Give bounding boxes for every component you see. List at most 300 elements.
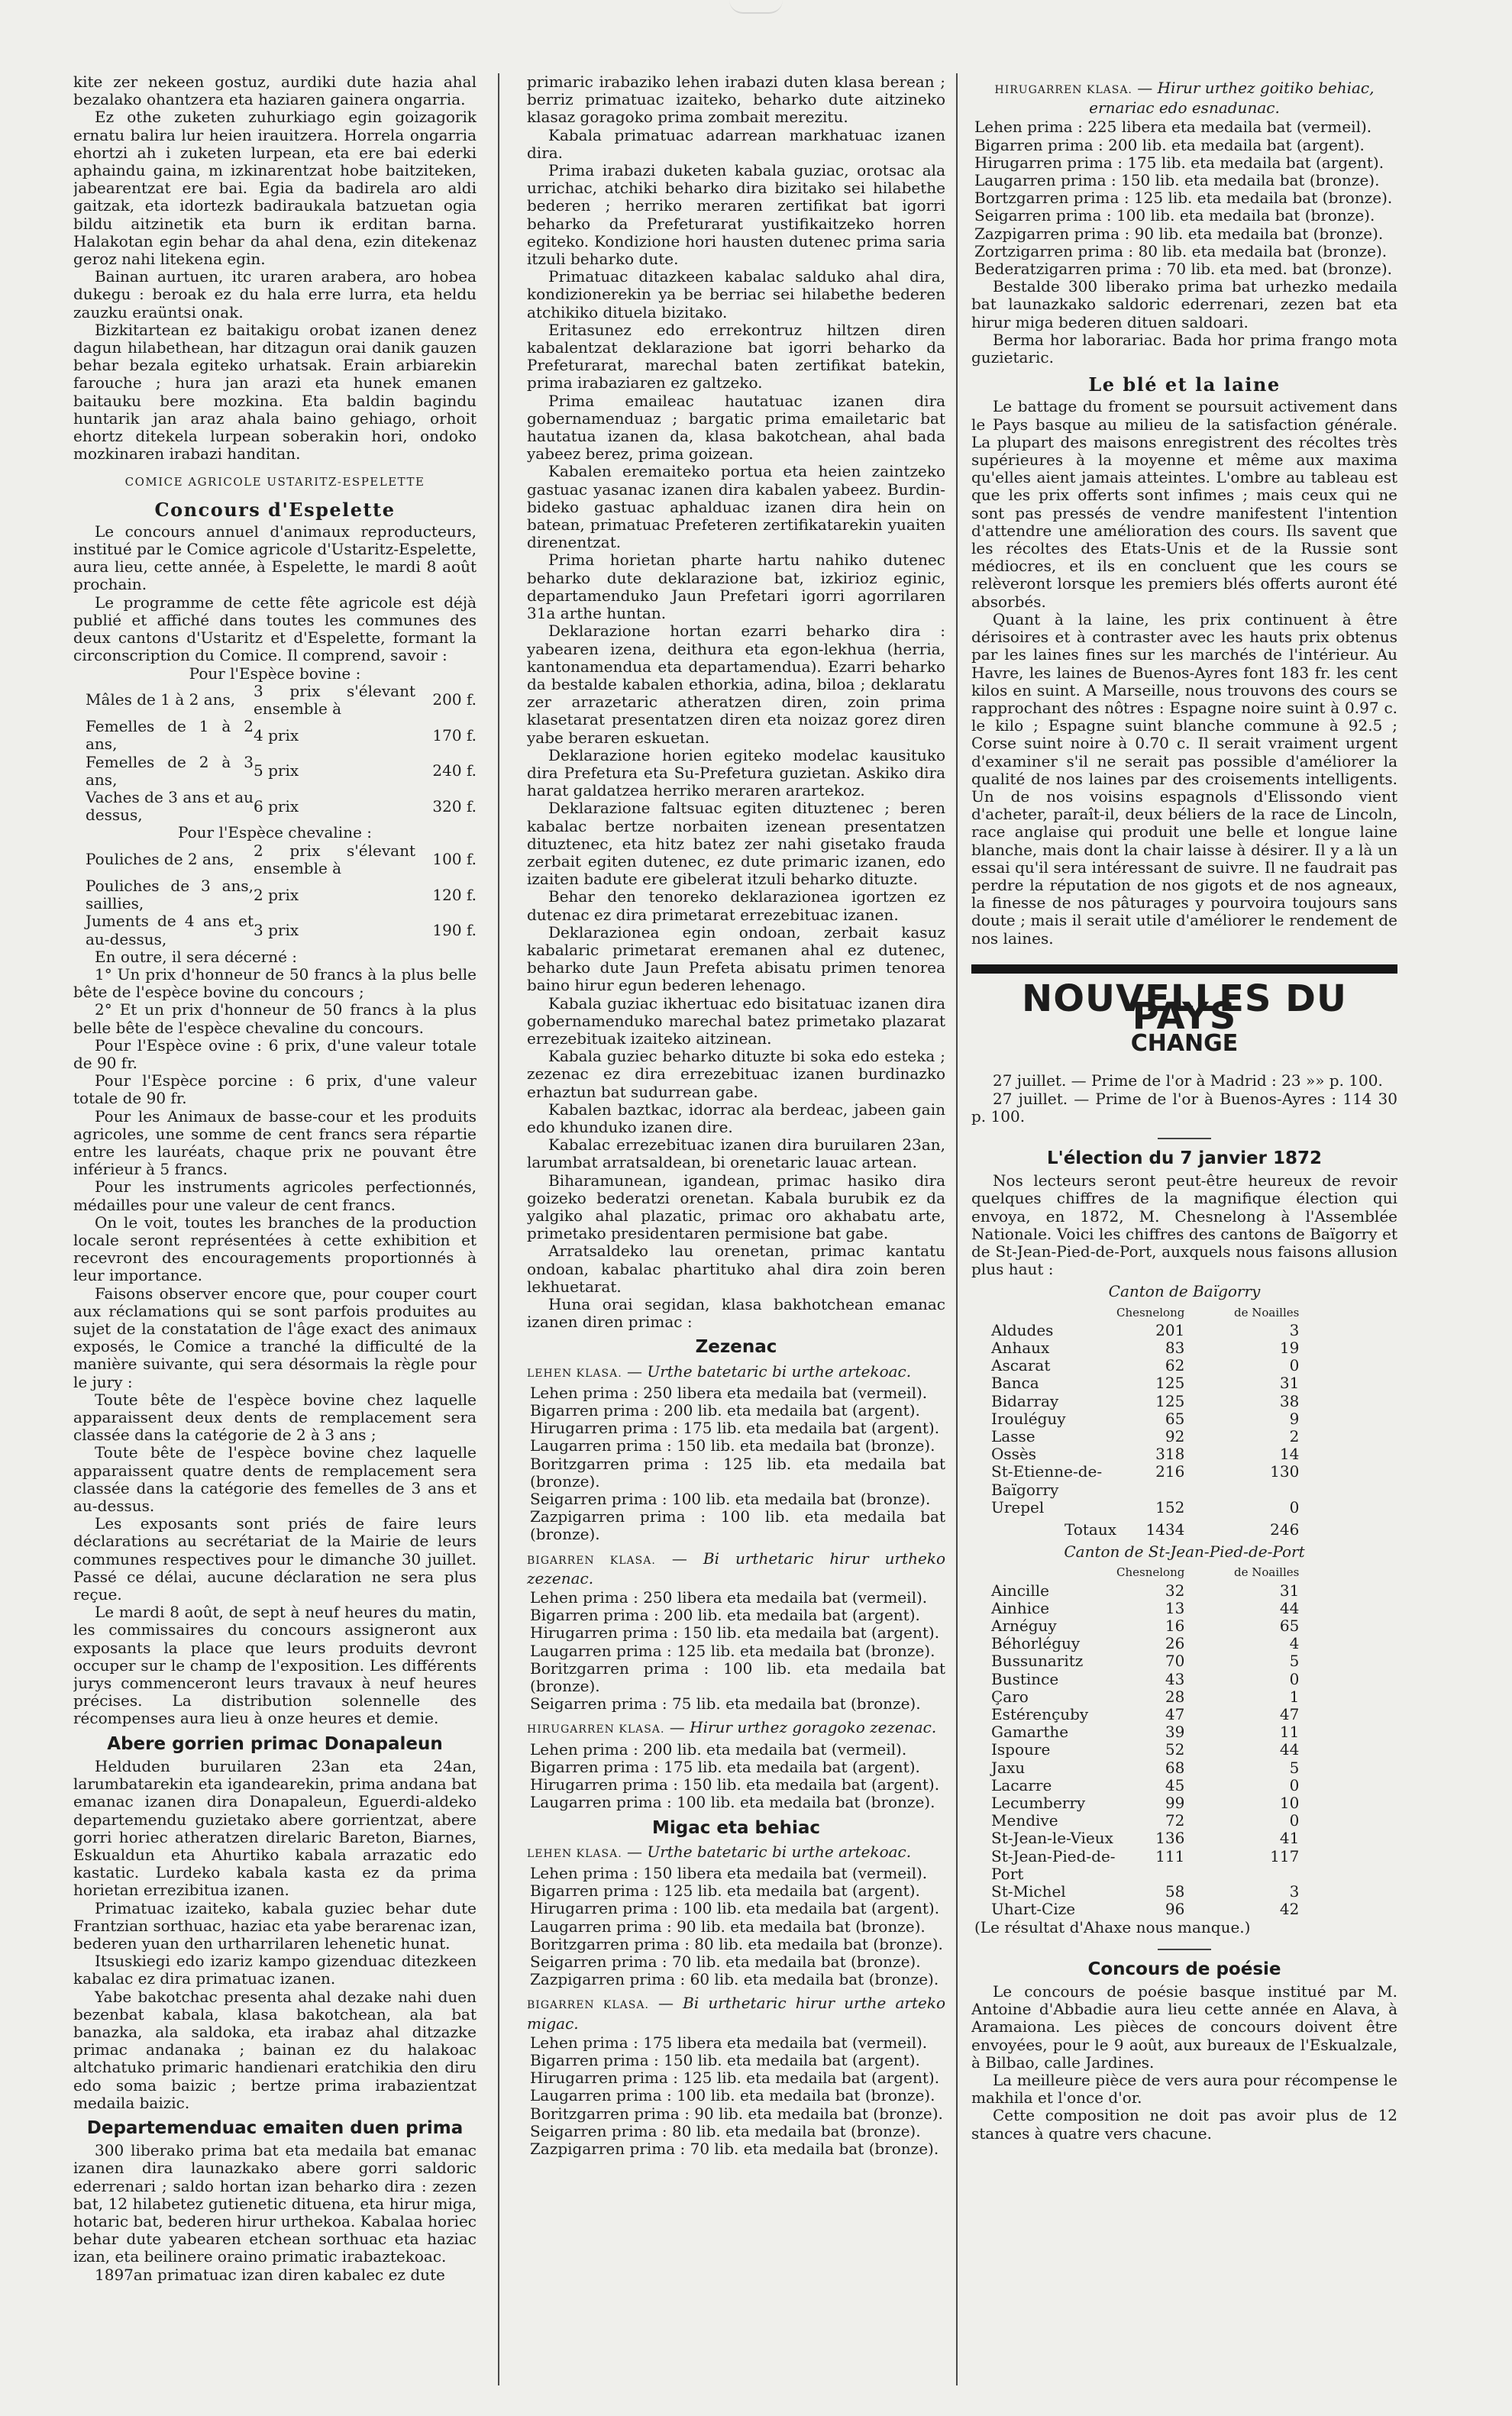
baigorry-votes-table (991, 1304, 1299, 1539)
chesnelong-votes: 62 (1165, 1356, 1185, 1375)
prima-line (527, 1508, 945, 1543)
prima-rank: Laugarren prima (530, 1641, 662, 1660)
medal-kind: (bronze). (850, 1952, 921, 1971)
paragraph: Toute bête de l'espèce bovine chez laquelle apparaissent quatre dents de remplacement sera classée dans la catégorie des femelles de 3 ans et au-dessus. (73, 1443, 477, 1516)
chesnelong-votes: 28 (1165, 1687, 1185, 1706)
prize-category: Vaches de 3 ans et au dessus, (86, 787, 254, 825)
medal-kind: (bronze). (864, 1436, 935, 1455)
votes-row (991, 1499, 1299, 1516)
chesnelong-votes: 65 (1165, 1409, 1185, 1428)
chesnelong-votes: 58 (1165, 1882, 1185, 1901)
noailles-votes: 0 (1289, 1775, 1300, 1794)
election-title: L'élection du 7 janvier 1872 (1047, 1148, 1322, 1168)
votes-row (991, 1374, 1299, 1392)
paragraph: Le battage du froment se poursuit activement dans le Pays basque au milieu de la satisfaction générale. La plupart des maisons enregistrent des récoltes très supérieures à la moyenne et même aux maxima qu'elles aient jamais atteintes. L'ombre au tableau est que les prix offerts sont infimes ; mais ceux qui ne sont pas pressés de vendre manifestent l'intention d'attendre une amélioration des cours. Ils savent que les récoltes des Etats-Unis et de la Russie sont médiocres, et ils en concluent que les cours se relèveront lorsque les premiers blés offerts auront été absorbés. (971, 397, 1397, 611)
prima-line (527, 1759, 945, 1776)
prima-line (971, 243, 1397, 260)
paragraph: Behar den tenoreko deklarazionea igortzen ez dutenac ez dira primetarat errezebituac izanen. (527, 887, 945, 924)
medal-kind: (argent). (871, 1899, 940, 1918)
commune-name: Arnéguy (991, 1617, 1057, 1636)
prize-count: 5 prix (254, 761, 299, 780)
medal-kind: (bronze). (1313, 224, 1384, 243)
paragraph: Yabe bakotchac presenta ahal dezake nahi duen bezenbat kabala, klasa bakotchean, ala bat banazka, ala saldoka, eta irabaz ahal ditzazke primac andanaka ; bainan ez du halakoac altchatuko primaric handienari eratchikia den diru edo soma baizic ; bertze prima irabazientzat medaila baizic. (73, 1987, 477, 2112)
header-chesnelong: Chesnelong (1116, 1565, 1185, 1580)
prima-amount: : 80 lib. eta medaila bat (661, 2121, 846, 2140)
paragraph: Berma hor laborariac. Bada hor prima frango mota guzietaric. (971, 330, 1397, 367)
prima-rank: Laugarren prima (530, 1793, 662, 1812)
prize-count: 2 prix s'élevant ensemble à (254, 841, 415, 877)
paragraph: Deklarazione hortan ezarri beharko dira : yabearen izena, deithura eta egon-lekhua (herria, kantonamendua eta departamendua). Ezarri beharko da bestalde kabalen ethorkia, adina, biloa ; deklaratu zer arrazetaric atheratzen diren, zoin prima klasetarat presentatzen diren eta noizaz gorez diren yabe beraren eskuetan. (527, 622, 945, 747)
totals-row (991, 1516, 1299, 1539)
totals-chesnelong: 1434 (1145, 1520, 1185, 1539)
prima-amount: : 150 lib. eta medaila bat (673, 1775, 867, 1794)
votes-row (991, 1883, 1299, 1901)
prima-amount: : 90 lib. eta medaila bat (667, 1917, 851, 1936)
klasa-name: BIGARREN KLASA. (527, 1999, 649, 2012)
prima-amount: : 125 lib. eta medaila bat (654, 1881, 848, 1901)
paragraph: Nos lecteurs seront peut-être heureux de revoir quelques chiffres de la magnifique élection qui envoya, en 1872, M. Chesnelong à l'Assemblée Nationale. Voici les chiffres des cantons de Baïgorry et de St-Jean-Pied-de-Port, auxquels nous faisons allusion plus haut : (971, 1171, 1397, 1279)
votes-row (991, 1600, 1299, 1617)
header-blank (991, 1564, 1116, 1581)
chesnelong-votes: 45 (1165, 1775, 1185, 1794)
page-fold-mark (729, 0, 783, 14)
medal-kind: (bronze). (530, 1525, 600, 1544)
chesnelong-votes: 111 (1155, 1846, 1185, 1865)
prize-row (86, 912, 477, 948)
klasa-heading: LEHEN KLASA. — Urthe batetaric bi urthe artekoac. (527, 1361, 912, 1381)
medal-kind: (vermeil). (851, 1863, 928, 1882)
prima-rank: Bigarren prima (530, 2050, 649, 2069)
paragraph: Prima horietan pharte hartu nahiko dutenec beharko dute deklarazione bat, izkirioz eginic, departamenduko Jaun Prefetari igorri agorrilaren 31a arthe huntan. (527, 551, 945, 623)
prize-category: Femelles de 2 à 3 ans, (86, 752, 254, 789)
stjean-votes-table (991, 1564, 1299, 1918)
chesnelong-votes: 92 (1165, 1427, 1185, 1446)
after-section (73, 948, 477, 1728)
prima-amount: : 150 lib. eta medaila bat (654, 2050, 848, 2069)
votes-row (991, 1617, 1299, 1635)
klasa-name: BIGARREN KLASA. (527, 1554, 656, 1567)
chesnelong-votes: 70 (1165, 1652, 1185, 1671)
prima-line (971, 172, 1397, 189)
medal-kind: (bronze). (530, 1677, 600, 1696)
prima-amount: : 175 libera eta medaila bat (633, 2033, 848, 2052)
prize-count: 2 prix (254, 885, 299, 904)
noailles-votes: 31 (1279, 1581, 1300, 1600)
votes-header-row (991, 1304, 1299, 1322)
commune-name: Bussunaritz (991, 1652, 1084, 1671)
prima-rank: Hirugarren prima (530, 1419, 668, 1438)
noailles-votes: 0 (1289, 1811, 1300, 1830)
prima-line (527, 1695, 945, 1713)
prize-row (86, 877, 477, 912)
prize-category: Femelles de 1 à 2 ans, (86, 717, 254, 754)
prima-line (527, 2105, 945, 2123)
prima-line (971, 225, 1397, 243)
prima-amount: : 75 lib. eta medaila bat (661, 1694, 846, 1713)
klasa-name: LEHEN KLASA. (527, 1367, 622, 1380)
medal-kind: (bronze). (868, 2139, 939, 2158)
votes-row (991, 1582, 1299, 1600)
prima-amount: : 200 lib. eta medaila bat (1098, 135, 1292, 154)
prima-amount: : 250 libera eta medaila bat (633, 1383, 848, 1402)
chesnelong-votes: 68 (1165, 1758, 1185, 1777)
bovine-prize-table (86, 683, 477, 825)
prima-rank: Laugarren prima (974, 171, 1107, 190)
medal-kind: (vermeil). (851, 1588, 928, 1607)
canton-baigorry-heading: Canton de Baïgorry (1108, 1282, 1261, 1301)
chesnelong-votes: 99 (1165, 1794, 1185, 1813)
prima-amount: : 80 lib. eta medaila bat (1128, 241, 1313, 260)
prize-amount: 170 f. (432, 725, 477, 745)
paragraph: Kabala guziac ikhertuac edo bisitatuac izanen dira gobernamenduko marechal batez primetako plazarat errezebituak izaiteko aitzinean. (527, 993, 945, 1048)
prima-line (527, 2034, 945, 2052)
poesie-section (971, 1983, 1397, 2143)
chesnelong-votes: 32 (1165, 1581, 1185, 1600)
prima-line (527, 1936, 945, 1953)
prima-amount: : 60 lib. eta medaila bat (680, 1970, 864, 1989)
noailles-votes: 9 (1289, 1409, 1300, 1428)
prima-amount: : 70 lib. eta medaila bat (680, 2139, 864, 2158)
medal-kind: (argent). (1316, 153, 1384, 172)
medal-kind: (bronze). (850, 1694, 921, 1713)
votes-row (991, 1357, 1299, 1374)
noailles-votes: 31 (1279, 1374, 1300, 1393)
prima-line (527, 1776, 945, 1794)
prize-amount: 100 f. (432, 850, 477, 869)
commune-name: Banca (991, 1374, 1039, 1393)
klasa-heading: BIGARREN KLASA. — Bi urthetaric hirur urthe arteko migac. (527, 1994, 945, 2033)
noailles-votes: 1 (1289, 1687, 1300, 1706)
paragraph: La meilleure pièce de vers aura pour récompense le makhila et l'once d'or. (971, 2070, 1397, 2108)
paragraph: Le mardi 8 août, de sept à neuf heures du matin, les commissaires du concours assigneront aux exposants la place que leurs produits devront occuper sur le champ de l'exposition. Les différents jurys commenceront leurs travaux à neuf heures précises. La distribution solennelle des récompenses aura lieu à onze heures et demie. (73, 1603, 477, 1728)
commune-name: St-Jean-le-Vieux (991, 1829, 1113, 1848)
abere-gorrien-title: Abere gorrien primac Donapaleun (107, 1733, 443, 1754)
prima-amount: : 125 lib. eta medaila bat (667, 1641, 861, 1660)
votes-row (991, 1777, 1299, 1794)
comice-heading: COMICE AGRICOLE USTARITZ-ESPELETTE (124, 475, 425, 489)
prima-rank: Zazpigarren prima (974, 224, 1120, 243)
paragraph: Pour l'Espèce porcine : 6 prix, d'une valeur totale de 90 fr. (73, 1071, 477, 1108)
prima-rank: Hirugarren prima (530, 1623, 668, 1642)
change-title: CHANGE (1130, 1030, 1239, 1058)
klasa-desc: Bi urthetaric hirur urthe arteko migac. (527, 1994, 945, 2033)
behiac-notes (971, 278, 1397, 367)
paragraph: Deklarazionea egin ondoan, zerbait kasuz kabalaric primetarat eremanen ahal ez dutenec, beharko dute Jaun Prefeta abisatu primen tenorea baino hirur egun bederen lehenago. (527, 922, 945, 995)
commune-name: Gamarthe (991, 1723, 1069, 1742)
prima-amount: : 90 lib. eta medaila bat (1124, 224, 1309, 243)
prima-amount: : 100 lib. eta medaila bat (673, 1899, 867, 1918)
ble-laine-section (971, 398, 1397, 947)
paragraph: Pour les instruments agricoles perfectionnés, médailles pour une valeur de cent francs. (73, 1177, 477, 1214)
prima-rank: Bigarren prima (530, 1881, 649, 1901)
prima-rank: Bigarren prima (530, 1757, 649, 1776)
prima-line (527, 1882, 945, 1900)
commune-name: Ispoure (991, 1740, 1051, 1759)
prima-rank: Hirugarren prima (974, 153, 1113, 172)
paragraph: Kabalen baztkac, idorrac ala berdeac, jabeen gain edo khunduko izanen dire. (527, 1100, 945, 1136)
votes-row (991, 1635, 1299, 1652)
klasa-heading: HIRUGARREN KLASA. — Hirur urthez goragoko zezenac. (527, 1718, 937, 1737)
canton-stjean-heading: Canton de St-Jean-Pied-de-Port (1064, 1542, 1305, 1562)
prize-list (527, 1589, 945, 1713)
klasa-desc: Hirur urthez goragoko zezenac. (690, 1718, 937, 1737)
prima-line (527, 1953, 945, 1971)
commune-name: Irouléguy (991, 1409, 1066, 1428)
chesnelong-votes: 216 (1155, 1462, 1185, 1481)
prima-line (527, 2069, 945, 2087)
paragraph: Bizkitartean ez baitakigu orobat izanen denez dagun hilabethean, har ditzagun orai danik gauzen behar bezala egiteko urhatsak. Erain arbiarekin farouche ; hura jan arazi eta hunek emanen baitauku bere mozkina. Eta baldin bagindu huntarik jan araz ahala baino gehiago, orhoit ehortz ditekela lurpean soberakin hori, ondoko mozkinaren irabazi handitan. (73, 320, 477, 463)
medal-kind: (bronze). (855, 1917, 926, 1936)
noailles-votes: 11 (1279, 1723, 1300, 1742)
noailles-votes: 47 (1279, 1705, 1300, 1724)
medal-kind: (argent). (871, 1623, 940, 1642)
paragraph: Bestalde 300 liberako prima bat urhezko medaila bat launazkako saldoric ederrenari, zezen bat eta hirur miga bederen dituen saldoari. (971, 277, 1397, 331)
noailles-votes: 38 (1279, 1391, 1300, 1410)
commune-name: Ainhice (991, 1598, 1050, 1617)
prima-amount: : 175 lib. eta medaila bat (673, 1419, 867, 1438)
commune-name: Uhart-Cize (991, 1900, 1076, 1919)
paragraph: Ez othe zuketen zuhurkiago egin goizagorik ernatu balira lur heien irauitzera. Horrela ongarria ehortzi ah i zuketen lurpean, eta ere bai ederki aphaindu gaina, m izkinarentzat hobe baitziteken, jabearentzat ere bai. Egia da badirela aro aldi gaitzak, eta idortezk badiraukala batzuetan ogia bildu aitzinetik eta burn ik erditan barna. Halakotan egin behar da ahal dena, ezin ditekenaz geroz nahi litekena egin. (73, 108, 477, 269)
chesnelong-votes: 318 (1155, 1445, 1185, 1464)
paragraph: Deklarazione faltsuac egiten dituztenec ; beren kabalac bertze norbaiten izenean presentatzen dituztenec, eta hitz batez zer nahi gisetako frauda zerbait egiten dutenec, ez dute primaric izanen, edo izaiten badute ere gibelerat itzuli beharko dituzte. (527, 799, 945, 889)
paragraph: Kabalen eremaiteko portua eta heien zaintzeko gastuac yasanac izanen dira kabalen yabeez. Burdin-bideko gastuac aphalduac izanen dira hein on batean, primatuac Prefeteren zertifikatarekin yuaiten direnentzat. (527, 462, 945, 552)
prima-line (971, 118, 1397, 136)
prize-count: 3 prix (254, 920, 299, 939)
prima-amount: : 100 lib. eta medaila bat (667, 2086, 861, 2105)
column-divider (956, 73, 958, 2385)
medal-kind: (bronze). (864, 2086, 935, 2105)
votes-row (991, 1393, 1299, 1410)
prima-line (971, 154, 1397, 172)
prima-amount: : 125 lib. eta medaila bat (1123, 189, 1318, 208)
prima-line (527, 2087, 945, 2104)
noailles-votes: 0 (1289, 1669, 1300, 1688)
paragraph: Itsuskiegi edo izariz kampo gizenduac ditezkeen kabalac ez dira primatuac izanen. (73, 1952, 477, 1988)
noailles-votes: 10 (1279, 1794, 1300, 1813)
votes-row (991, 1706, 1299, 1723)
departemenduac-title: Departemenduac emaiten duen prima (86, 2117, 464, 2138)
klasa-heading: LEHEN KLASA. — Urthe batetaric bi urthe artekoac. (527, 1842, 912, 1861)
chesnelong-votes: 16 (1165, 1617, 1185, 1636)
paragraph: Les exposants sont priés de faire leurs déclarations au secrétariat de la Mairie de leurs communes respectives pour le dimanche 30 juillet. Passé ce délai, aucune déclaration ne sera plus reçue. (73, 1514, 477, 1604)
prize-amount: 240 f. (432, 761, 477, 780)
paragraph: 1897an primatuac izan diren kabalec ez dute (95, 2265, 445, 2284)
prize-row (86, 718, 477, 753)
medal-kind: (argent). (851, 2050, 920, 2069)
medal-kind: (argent). (851, 1757, 920, 1776)
departemenduac-section (73, 2142, 477, 2284)
medal-kind: (vermeil). (851, 1383, 928, 1402)
prima-line (971, 260, 1397, 278)
prize-amount: 200 f. (432, 690, 477, 709)
commune-name: Ossès (991, 1445, 1037, 1464)
commune-name: Mendive (991, 1811, 1058, 1830)
chesnelong-votes: 96 (1165, 1900, 1185, 1919)
votes-row (991, 1723, 1299, 1741)
prize-amount: 320 f. (432, 796, 477, 816)
abere-section (73, 1758, 477, 2112)
prima-rank: Lehen prima (530, 1863, 628, 1882)
medal-kind: (bronze). (850, 2121, 921, 2140)
medal-kind: (bronze). (864, 1641, 935, 1660)
prima-rank: Bortzgarren prima (974, 189, 1119, 208)
prize-row (86, 683, 477, 718)
paragraph: primaric irabaziko lehen irabazi duten klasa berean ; berriz primatuac izaiteko, beharko dute aitzineko klasaz goragoko prima zombait merezitu. (527, 73, 945, 127)
chesnelong-votes: 47 (1165, 1705, 1185, 1724)
noailles-votes: 44 (1279, 1598, 1300, 1617)
prima-line (527, 1660, 945, 1695)
paragraph: Kabala guziec beharko dituzte bi soka edo esteka ; zezenac ez dira errezebituac izanen burdinazko erhaztun bat sudurrean gabe. (527, 1047, 945, 1101)
votes-row (991, 1901, 1299, 1918)
prima-line (527, 1402, 945, 1420)
column-divider (498, 73, 499, 2385)
paragraph: Eritasunez edo errekontruz hiltzen diren kabalentzat deklarazione bat igorri beharko da Prefeturarat, marechal baten zertifikat batekin, prima irabaziaren ez galtzeko. (527, 320, 945, 392)
section-bar (971, 964, 1397, 974)
klasa-desc: Urthe batetaric bi urthe artekoac. (647, 1842, 912, 1861)
paragraph: Bainan aurtuen, itc uraren arabera, aro hobea dukegu : beroak ez du hala erre lurra, eta heldu zauzku eraüntsi onak. (73, 267, 477, 321)
medal-kind: (argent). (871, 1419, 940, 1438)
medal-kind: (bronze). (1322, 189, 1393, 208)
prima-amount: : 225 libera eta medaila bat (1077, 118, 1292, 137)
commune-name: St-Michel (991, 1882, 1066, 1901)
klasa-desc: Bi urthetaric hirur urtheko zezenac. (527, 1549, 945, 1588)
prima-rank: Boritzgarren prima (530, 1934, 680, 1953)
medal-kind: (bronze). (1322, 260, 1392, 279)
prima-line (527, 1607, 945, 1624)
noailles-votes: 42 (1279, 1900, 1300, 1919)
paragraph: Cette composition ne doit pas avoir plus de 12 stances à quatre vers chacune. (971, 2106, 1397, 2143)
paragraph: Pour les Animaux de basse-cour et les produits agricoles, une somme de cent francs sera répartie entre les lauréats, chaque prix ne pouvant être inférieur à 5 francs. (73, 1106, 477, 1179)
prima-rank: Seigarren prima (530, 2121, 657, 2140)
prima-rank: Zazpigarren prima (530, 1507, 686, 1526)
commune-name: Lasse (991, 1427, 1035, 1446)
commune-name: Béhorléguy (991, 1634, 1081, 1653)
totals-noailles: 246 (1270, 1520, 1300, 1539)
prima-amount: : 70 lib. eta med. bat (1156, 260, 1318, 279)
prima-amount: : 150 lib. eta medaila bat (1111, 171, 1305, 190)
prima-line (527, 2052, 945, 2069)
separator (1158, 1138, 1211, 1139)
prima-amount: : 150 lib. eta medaila bat (673, 1623, 867, 1642)
prima-amount: : 150 lib. eta medaila bat (667, 1436, 861, 1455)
prima-rules-section (527, 73, 945, 1331)
prima-rank: Boritzgarren prima (530, 2104, 680, 2123)
prize-amount: 190 f. (432, 920, 477, 939)
prima-line (971, 137, 1397, 154)
intro-section (73, 73, 477, 463)
medal-kind: (bronze). (530, 1471, 600, 1491)
prize-count: 4 prix (254, 725, 299, 745)
paragraph: Deklarazione horien egiteko modelac kausituko dira Prefetura eta Su-Prefetura guzietan. Askiko dira harat galdatzea herriko meraren arartekoz. (527, 745, 945, 800)
medal-kind: (vermeil). (851, 2033, 928, 2052)
noailles-votes: 44 (1279, 1740, 1300, 1759)
paragraph: Faisons observer encore que, pour couper court aux réclamations qui se sont parfois produites au sujet de la constatation de l'âge exact des animaux exposés, le Comice a tranché la difficulté de la manière suivante, qui sera désormais la règle pour le jury : (73, 1284, 477, 1391)
prima-amount: : 175 lib. eta medaila bat (1117, 153, 1311, 172)
noailles-votes: 14 (1279, 1445, 1300, 1464)
klasa-desc: Urthe batetaric bi urthe artekoac. (647, 1361, 912, 1381)
prize-category: Pouliches de 3 ans, saillies, (86, 876, 254, 913)
prima-rank: Bigarren prima (530, 1401, 649, 1420)
prima-amount: : 100 lib. eta medaila bat (703, 1659, 945, 1678)
prima-line (971, 189, 1397, 207)
prima-amount: : 100 lib. eta medaila bat (661, 1490, 856, 1509)
prima-line (971, 207, 1397, 224)
prize-list (527, 1741, 945, 1812)
paragraph: Prima emaileac hautatuac izanen dira gobernamenduaz ; bargatic prima emailetaric bat hautatua izanen da, klasa bakotchean, ahal bada yabeez berez, prima goizean. (527, 391, 945, 463)
prima-line (527, 1384, 945, 1402)
prima-rank: Laugarren prima (530, 1917, 662, 1936)
noailles-votes: 130 (1270, 1462, 1300, 1481)
prima-amount: : 200 lib. eta medaila bat (633, 1739, 827, 1759)
prima-amount: : 150 libera eta medaila bat (633, 1863, 848, 1882)
commune-name: Bustince (991, 1669, 1059, 1688)
prima-amount: : 70 lib. eta medaila bat (661, 1952, 846, 1971)
bovine-heading: Pour l'Espèce bovine : (189, 664, 361, 683)
prize-category: Mâles de 1 à 2 ans, (86, 690, 236, 709)
prima-rank: Lehen prima (974, 118, 1073, 137)
prima-line (527, 1900, 945, 1917)
commune-name: Çaro (991, 1687, 1029, 1706)
prize-amount: 120 f. (432, 885, 477, 904)
nouvelles-du-pays-title: NOUVELLES DU PAYS (1022, 977, 1347, 1038)
prima-line (527, 1624, 945, 1642)
chesnelong-votes: 201 (1155, 1320, 1185, 1339)
commune-name: St-Etienne-de-Baïgorry (991, 1462, 1103, 1499)
paragraph: 2° Et un prix d'honneur de 50 francs à la plus belle bête de l'espèce chevaline du concours. (73, 1000, 477, 1037)
prize-count: 3 prix s'élevant ensemble à (254, 681, 415, 718)
prima-rank: Lehen prima (530, 1739, 628, 1759)
commune-name: Estérençuby (991, 1705, 1089, 1724)
column-1 (73, 73, 477, 2385)
klasa-heading: HIRUGARREN KLASA. — Hirur urthez goitiko behiac, ernariac edo esnadunac. (994, 79, 1375, 118)
medal-kind: (bronze). (860, 1490, 931, 1509)
noailles-votes: 3 (1289, 1320, 1300, 1339)
prima-line (527, 1642, 945, 1660)
medal-kind: (bronze). (864, 1793, 935, 1812)
header-blank (991, 1304, 1116, 1322)
klasa-name: HIRUGARREN KLASA. (527, 1723, 665, 1736)
chesnelong-votes: 136 (1155, 1829, 1185, 1848)
chesnelong-votes: 83 (1165, 1339, 1185, 1357)
medal-kind: (argent). (851, 1606, 920, 1625)
prima-rank: Hirugarren prima (530, 2069, 668, 2088)
prima-line (527, 1794, 945, 1811)
klasa-heading: BIGARREN KLASA. — Bi urthetaric hirur urtheko zezenac. (527, 1549, 945, 1588)
paragraph: Biharamunean, igandean, primac hasiko dira goizeko bederatzi orenetan. Kabala burubik ez da yalgiko ahal plazatic, primac oro akhabatu arte, primetako presidentaren permisione bat gabe. (527, 1171, 945, 1243)
noailles-votes: 0 (1289, 1497, 1300, 1516)
commune-name: St-Jean-Pied-de-Port (991, 1846, 1116, 1883)
paragraph: En outre, il sera décerné : (95, 947, 298, 966)
column-3 (971, 73, 1397, 2385)
prima-amount: : 175 lib. eta medaila bat (654, 1757, 848, 1776)
medal-kind: (argent). (851, 1401, 920, 1420)
paragraph: kite zer nekeen gostuz, aurdiki dute hazia ahal bezalako ohantzera eta haziaren gainera ongarria. (73, 73, 477, 109)
prize-category: Pouliches de 2 ans, (86, 850, 234, 869)
concours-poesie-title: Concours de poésie (1087, 1959, 1281, 1979)
votes-row (991, 1322, 1299, 1339)
chesnelong-votes: 52 (1165, 1740, 1185, 1759)
paragraph: Le concours annuel d'animaux reproducteurs, institué par le Comice agricole d'Ustaritz-Espelette, aura lieu, cette année, à Espelette, le mardi 8 août prochain. (73, 522, 477, 594)
paragraph: Primatuac izaiteko, kabala guziec behar dute Frantzian sorthuac, haziac eta yabe berarenac izan, bederen yuan den urtharrilaren lehenetic hunat. (73, 1898, 477, 1953)
prize-list (527, 1865, 945, 1988)
paragraph: Helduden buruilaren 23an eta 24an, larumbatarekin eta igandearekin, prima andana bat emanac izanen dira Donapaleun, Eguerdi-aldeko departemendu guzietako abere gorrientzat, abere gorri horiec atheratzen direlaric Bareton, Biarnes, Eskualdun eta Ahurtiko kabala arrazatic edo kastatic. Lurdeko kabala kasta ez da prima horietan errezibitua izanen. (73, 1756, 477, 1900)
klasa-desc: Hirur urthez goitiko behiac, ernariac edo esnadunac. (1089, 79, 1375, 118)
prize-list (527, 2034, 945, 2158)
votes-row (991, 1463, 1299, 1498)
paragraph: Toute bête de l'espèce bovine chez laquelle apparaissent deux dents de remplacement sera classée dans la catégorie de 2 à 3 ans ; (73, 1390, 477, 1445)
paragraph: Primatuac ditazkeen kabalac salduko ahal dira, kondizionerekin ya be berriac sei hilabethe bederen atchikiko dituela bizitako. (527, 267, 945, 321)
votes-row (991, 1671, 1299, 1688)
